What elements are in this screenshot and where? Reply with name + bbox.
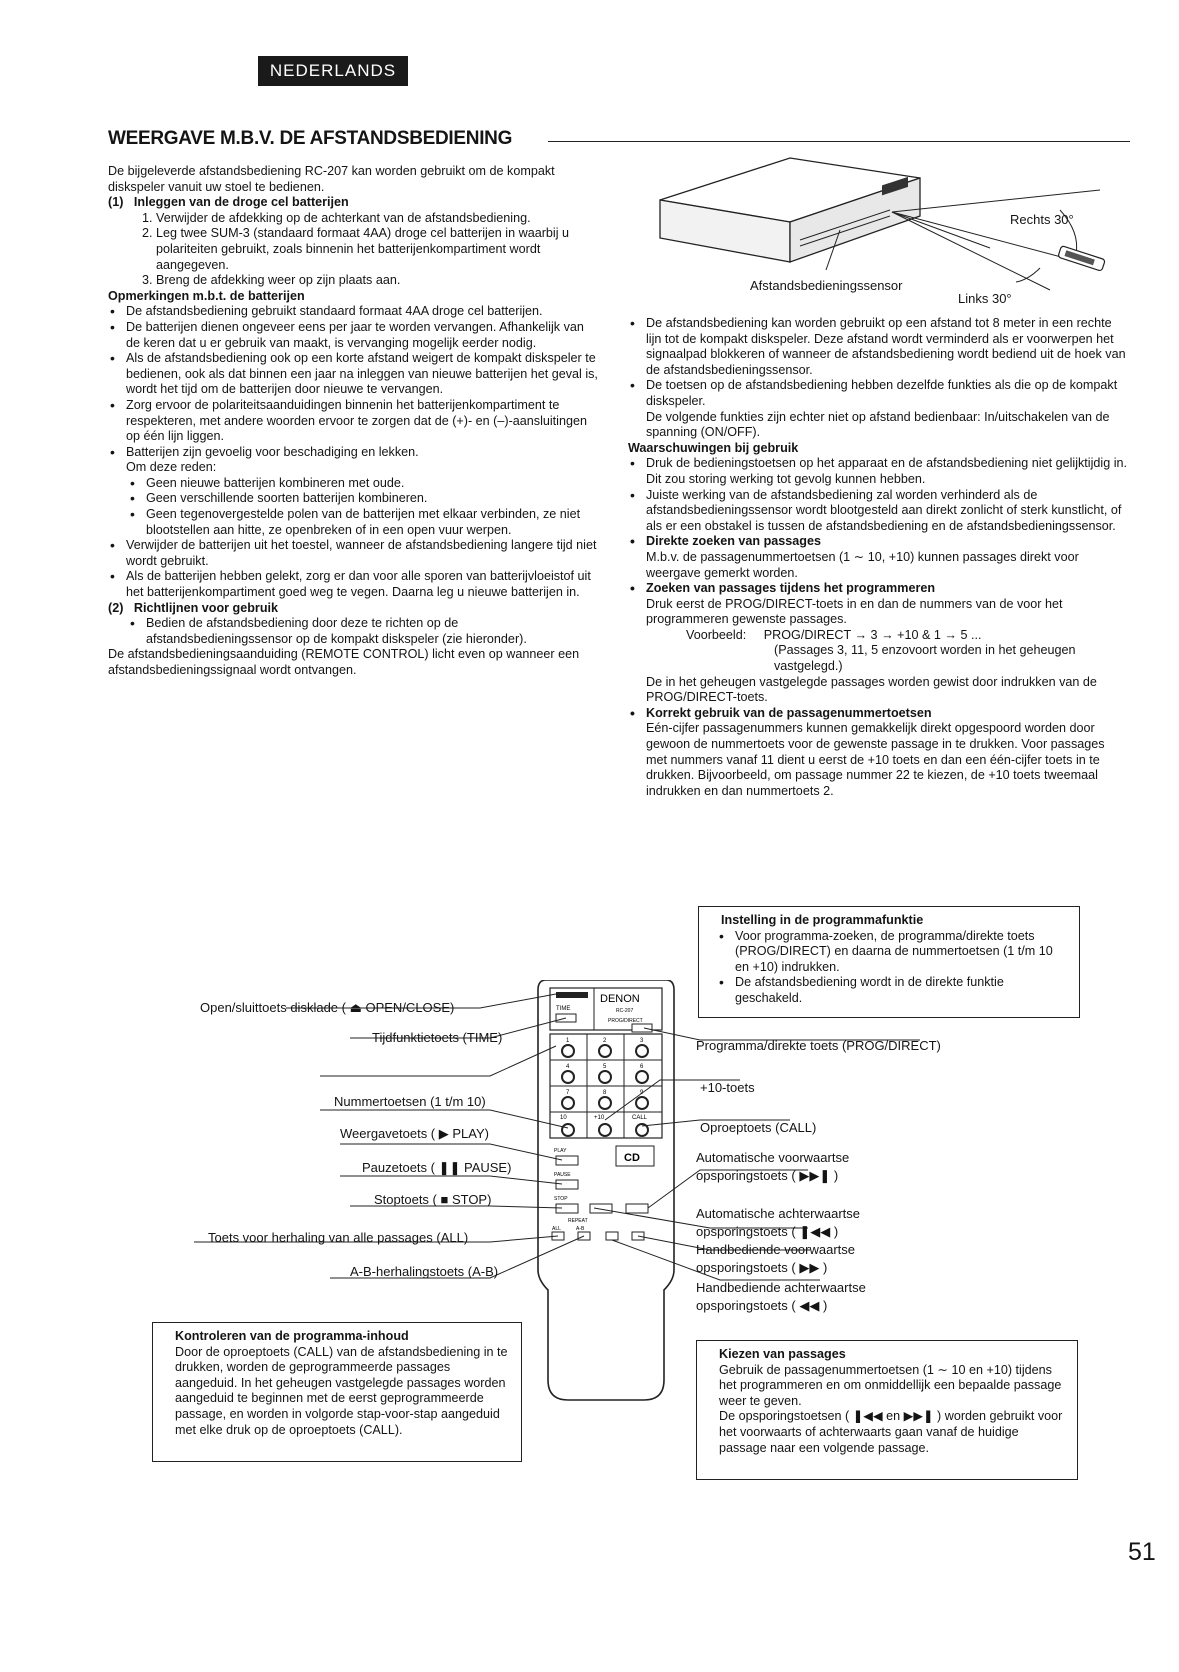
prog-heading: • Zoeken van passages tijdens het programmeren: [646, 581, 1128, 597]
digit-label: 5: [603, 1064, 607, 1070]
repeat-ab-button[interactable]: [578, 1232, 590, 1240]
repeat-all-key-label: Toets voor herhaling van alle passages (ALL): [208, 1230, 469, 1245]
section2-note: De afstandsbedieningsaanduiding (REMOTE CONTROL) licht even op wanneer een afstandsbedieningssignaal wordt ontvangen.: [108, 647, 580, 677]
manual-forward-label: Handbediende voorwaartse: [696, 1242, 855, 1257]
digit-label: 3: [640, 1038, 644, 1044]
remark-item: • Als de afstandsbediening ook op een korte afstand weigert de kompakt diskspeler te bedienen, ook als dat binnen een jaar na inleggen van nieuwe batterijen het geval is, wordt het tijd om de batterijen door nieuwe te vervangen.: [126, 351, 598, 398]
remark-item: • Batterijen zijn gevoelig voor beschadiging en lekken.: [126, 445, 598, 461]
manual-back-key-label: opsporingstoets ( ◀◀ ): [696, 1298, 828, 1313]
rewind-button[interactable]: [606, 1232, 618, 1240]
digit-label: 1: [566, 1038, 570, 1044]
remarks-list-2: [108, 538, 598, 600]
prog-key-label: Programma/direkte toets (PROG/DIRECT): [696, 1038, 941, 1053]
correct-list: [628, 706, 1128, 722]
warning-item: • Druk de bedieningstoetsen op het apparaat en de afstandsbediening niet gelijktijdig in. Dit zou storing werking tot gevolg kunnen hebben.: [646, 456, 1128, 487]
manual-back-label: Handbediende achterwaartse: [696, 1280, 866, 1295]
step-item: 1. Verwijder de afdekking op de achterkant van de afstandsbediening.: [156, 211, 598, 227]
digit-button[interactable]: [599, 1071, 611, 1083]
digit-button[interactable]: [562, 1097, 574, 1109]
stop-key-label: Stoptoets ( ■ STOP): [374, 1192, 492, 1207]
manual-forward-key-label: opsporingstoets ( ▶▶ ): [696, 1260, 828, 1275]
page-title: WEERGAVE M.B.V. DE AFSTANDSBEDIENING: [108, 128, 513, 149]
digit-button[interactable]: [599, 1097, 611, 1109]
right-angle-label: Rechts 30°: [1010, 212, 1074, 227]
remarks-list: [108, 304, 598, 460]
number-keys-label: Nummertoetsen (1 t/m 10): [334, 1094, 486, 1109]
title-rule: [548, 141, 1130, 142]
step-item: 2. Leg twee SUM-3 (standaard formaat 4AA) droge cel batterijen in waarbij u polariteiten gebruikt, zoals binnenin het batterijenkompartiment wordt aangegeven.: [156, 226, 598, 273]
play-label: PLAY: [554, 1148, 567, 1154]
call-label: CALL: [632, 1115, 648, 1121]
warnings-heading: Waarschuwingen bij gebruik: [628, 440, 799, 455]
correct-text: Eén-cijfer passagenummers kunnen gemakkelijk direkt opgespoord worden door gewoon de nummertoets voor de gewenste passage in te drukken. Voor passages met nummers vanaf 11 dient u eerst de +10 toets en dan een één-cijfer toets in te drukken. Bijvoorbeeld, om passage nummer 22 te kiezen, de +10 toets tweemaal indrukken en dan nummertoets 2.: [646, 721, 1105, 798]
program-box-item: • De afstandsbediening wordt in de direkte funktie geschakeld.: [735, 975, 1069, 1006]
pause-key-label: Pauzetoets ( ❚❚ PAUSE): [362, 1160, 512, 1175]
prog-note: De in het geheugen vastgelegde passages worden gewist door indrukken van de PROG/DIRECT-toets.: [646, 674, 1097, 705]
stop-button[interactable]: [556, 1204, 578, 1213]
sensor-label: Afstandsbedieningssensor: [750, 278, 903, 293]
open-close-button[interactable]: [556, 992, 588, 998]
range-item: • De afstandsbediening kan worden gebruikt op een afstand tot 8 meter in een rechte lijn tot de kompakt diskspeler. Deze afstand wordt verminderd als er voorwerpen het signaalpad blokkeren of wanneer de afstandsbediening wordt bediend uit de hoek van de afstandsbedieningssensor.: [646, 316, 1128, 378]
stop-label: STOP: [554, 1196, 568, 1202]
plus10-label: +10: [594, 1115, 605, 1121]
range-list: [628, 316, 1128, 410]
play-key-label: Weergavetoets ( ▶ PLAY): [340, 1126, 489, 1141]
warning-item: • Juiste werking van de afstandsbediening zal worden verhinderd als de afstandsbedieningssensor wordt blootgesteld aan direkt zonlicht of sterk kunstlicht, of als er een obstakel is tussen de afstandsbediening en de afstandsbedieningssensor.: [646, 488, 1128, 535]
reasons-list: [108, 476, 598, 538]
auto-forward-label: Automatische voorwaartse: [696, 1150, 850, 1165]
repeat-label: REPEAT: [568, 1218, 588, 1224]
functions-note: De volgende funkties zijn echter niet op afstand bedienbaar: In/uitschakelen van de spanning (ON/OFF).: [646, 409, 1110, 440]
play-button[interactable]: [556, 1156, 578, 1165]
ab-label: A-B: [576, 1226, 585, 1232]
digit-label: 6: [640, 1064, 644, 1070]
prog-label: PROG/DIRECT: [608, 1018, 643, 1024]
plus10-button[interactable]: [599, 1124, 611, 1136]
section2-list: [108, 616, 598, 647]
section2-heading: (2) Richtlijnen voor gebruik: [108, 600, 279, 615]
check-box-heading: Kontroleren van de programma-inhoud: [175, 1329, 409, 1343]
remark-item: • Verwijder de batterijen uit het toestel, wanneer de afstandsbediening langere tijd niet wordt gebruikt.: [126, 538, 598, 569]
digit-label: 4: [566, 1064, 570, 1070]
remark-item: • Als de batterijen hebben gelekt, zorg er dan voor alle sporen van batterijvloeistof uit het batterijenkompartiment goed weg te vegen. Daarna leg u nieuwe batterijen in.: [126, 569, 598, 600]
correct-heading: • Korrekt gebruik van de passagenummertoetsen: [646, 706, 1128, 722]
program-box-heading: Instelling in de programmafunktie: [721, 913, 924, 927]
remarks-heading: Opmerkingen m.b.t. de batterijen: [108, 288, 305, 303]
example-label: Voorbeeld:: [686, 627, 747, 642]
time-key-label: Tijdfunktietoets (TIME): [372, 1030, 503, 1045]
example-value: PROG/DIRECT → 3 → +10 & 1 → 5 ...: [763, 627, 982, 642]
check-box-text: Door de oproeptoets (CALL) van de afstandsbediening in te drukken, worden de geprogrammeerde passages aangeduid. In het geheugen vastgelegde passages worden aangeduid te beginnen met de eerst geprogrammeerde passage, en worden in volgorde stap-voor-stap aangeduid met elke druk op de oproeptoets (CALL).: [175, 1344, 508, 1437]
pause-label: PAUSE: [554, 1172, 571, 1178]
example-note: (Passages 3, 11, 5 enzovoort worden in het geheugen vastgelegd.): [774, 643, 1076, 674]
remote-model: RC-207: [616, 1008, 634, 1014]
all-label: ALL: [552, 1226, 561, 1232]
intro-text: De bijgeleverde afstandsbediening RC-207 kan worden gebruikt om de kompakt diskspeler vanuit uw stoel te bedienen.: [108, 164, 555, 194]
direct-text: M.b.v. de passagenummertoetsen (1 ∼ 10, +10) kunnen passages direkt voor weergave gemerkt worden.: [646, 549, 1079, 580]
plus10-key-label: +10-toets: [700, 1080, 755, 1095]
auto-back-key-label: opsporingstoets ( ❚◀◀ ): [696, 1224, 839, 1239]
auto-back-label: Automatische achterwaartse: [696, 1206, 861, 1221]
ten-button[interactable]: [562, 1124, 574, 1136]
direct-heading: • Direkte zoeken van passages: [646, 534, 1128, 550]
reason-item: • Geen tegenovergestelde polen van de batterijen met elkaar verbinden, ze niet blootstellen aan hitte, ze openbreken of in een open vuur werpen.: [146, 507, 598, 538]
range-item: • De toetsen op de afstandsbediening hebben dezelfde funkties als die op de kompakt diskspeler.: [646, 378, 1128, 409]
right-column: [628, 316, 1128, 799]
reason-item: • Geen verschillende soorten batterijen kombineren.: [146, 491, 598, 507]
time-label: TIME: [556, 1006, 571, 1012]
step-item: 3. Breng de afdekking weer op zijn plaats aan.: [156, 273, 598, 289]
digit-button[interactable]: [562, 1071, 574, 1083]
section1-heading: (1) Inleggen van de droge cel batterijen: [108, 195, 349, 210]
digit-button[interactable]: [636, 1097, 648, 1109]
digit-label: 8: [603, 1090, 607, 1096]
page-number: 51: [1128, 1538, 1156, 1566]
open-close-label: Open/sluittoets disklade ( ⏏ OPEN/CLOSE): [200, 1000, 455, 1015]
left-angle-label: Links 30°: [958, 291, 1012, 306]
passage-select-box: [696, 1340, 1078, 1480]
remote-brand: DENON: [600, 993, 640, 1005]
prog-text: Druk eerst de PROG/DIRECT-toets in en dan de nummers van de voor het programmeren gewenste passages.: [646, 596, 1063, 627]
left-column: [108, 164, 598, 679]
digit-label: 2: [603, 1038, 607, 1044]
select-box-text-2: De opsporingstoetsen ( ❚◀◀ en ▶▶❚ ) worden gebruikt voor het voorwaarts of achterwaarts gaan vanaf de huidige passage naar een volgende passage.: [719, 1409, 1063, 1455]
ten-label: 10: [560, 1115, 567, 1121]
call-key-label: Oproeptoets (CALL): [700, 1120, 817, 1135]
pause-button[interactable]: [556, 1180, 578, 1189]
warnings-list: [628, 456, 1128, 550]
language-tab: NEDERLANDS: [258, 56, 408, 86]
select-box-heading: Kiezen van passages: [719, 1347, 846, 1361]
digit-button[interactable]: [599, 1045, 611, 1057]
usage-item: • Bedien de afstandsbediening door deze te richten op de afstandsbedieningssensor op de kompakt diskspeler (zie hieronder).: [146, 616, 598, 647]
skip-forward-button[interactable]: [626, 1204, 648, 1213]
reason-intro: Om deze reden:: [126, 460, 217, 475]
program-check-box: [152, 1322, 522, 1462]
remark-item: • Zorg ervoor de polariteitsaanduidingen binnenin het batterijenkompartiment te respekteren, met andere woorden ervoor te zorgen dat de (+)- en (–)-aansluitingen op één lijn liggen.: [126, 398, 598, 445]
digit-button[interactable]: [636, 1045, 648, 1057]
program-box-item: • Voor programma-zoeken, de programma/direkte toets (PROG/DIRECT) en daarna de nummertoetsen (1 t/m 10 en +10) indrukken.: [735, 929, 1069, 976]
digit-label: 9: [640, 1090, 644, 1096]
cd-logo-text: CD: [624, 1152, 640, 1164]
auto-forward-key-label: opsporingstoets ( ▶▶❚ ): [696, 1168, 839, 1183]
remark-item: • De afstandsbediening gebruikt standaard formaat 4AA droge cel batterijen.: [126, 304, 598, 320]
reason-item: • Geen nieuwe batterijen kombineren met oude.: [146, 476, 598, 492]
digit-label: 7: [566, 1090, 570, 1096]
digit-button[interactable]: [636, 1071, 648, 1083]
example-line: [628, 628, 1128, 644]
skip-back-button[interactable]: [590, 1204, 612, 1213]
prog-list: [628, 581, 1128, 597]
remark-item: • De batterijen dienen ongeveer eens per jaar te worden vervangen. Afhankelijk van de keren dat u er gebruik van maakt, is vervanging mogelijk eerder nodig.: [126, 320, 598, 351]
section1-steps: [108, 211, 598, 289]
ab-key-label: A-B-herhalingstoets (A-B): [350, 1264, 499, 1279]
select-box-text: Gebruik de passagenummertoetsen (1 ∼ 10 en +10) tijdens het programmeren en om onmiddellijk een bepaalde passage weer te geven.: [719, 1362, 1062, 1408]
prog-direct-button[interactable]: [632, 1024, 652, 1032]
digit-button[interactable]: [562, 1045, 574, 1057]
